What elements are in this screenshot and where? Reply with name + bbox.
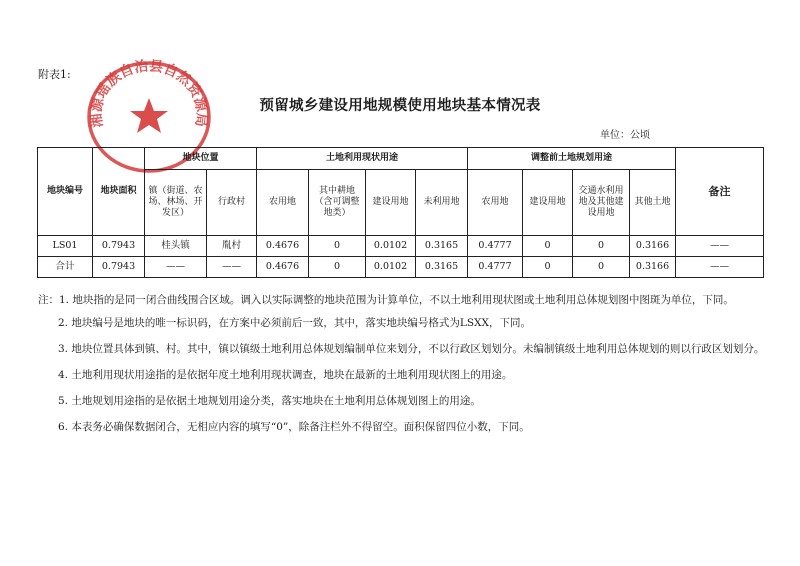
cell-remarks: ——: [676, 236, 764, 257]
cell-town: 桂头镇: [145, 236, 207, 257]
note-2: 2. 地块编号是地块的唯一标识码，在方案中必须前后一致，其中，落实地块编号格式为LSXX，下同。: [58, 317, 531, 329]
page-title: 预留城乡建设用地规模使用地块基本情况表: [259, 97, 541, 114]
table-row: [38, 236, 764, 257]
cell-planned-farmland: 0.4777: [468, 236, 523, 257]
header-current-construction: 建设用地: [366, 170, 416, 236]
cell-planned-farmland: 0.4777: [468, 257, 523, 278]
cell-planned-infra: 0: [573, 257, 630, 278]
cell-current-unused: 0.3165: [416, 257, 468, 278]
header-plot-area: 地块面积: [93, 148, 145, 236]
cell-planned-infra: 0: [573, 236, 630, 257]
cell-current-farmland: 0.4676: [257, 257, 309, 278]
cell-village: 胤村: [207, 236, 257, 257]
header-planned-infra: 交通水利用地及其他建设用地: [573, 170, 630, 236]
header-planned-farmland: 农用地: [468, 170, 523, 236]
cell-planned-construction: 0: [523, 257, 573, 278]
header-remarks: 备注: [676, 148, 764, 236]
header-current-farmland: 农用地: [257, 170, 309, 236]
note-1: 注：1. 地块指的是同一闭合曲线围合区域。调入以实际调整的地块范围为计算单位，不以土地利用现状图或土地利用总体规划图中图斑为单位，下同。: [38, 294, 734, 306]
table-total-row: [38, 257, 764, 278]
cell-remarks: ——: [676, 257, 764, 278]
header-planned-construction: 建设用地: [523, 170, 573, 236]
cell-planned-other: 0.3166: [630, 236, 676, 257]
cell-town: ——: [145, 257, 207, 278]
header-current-arable: 其中耕地（含可调整地类）: [309, 170, 366, 236]
header-location: 地块位置: [145, 148, 257, 170]
note-3: 3. 地块位置具体到镇、村。其中，镇以镇级土地利用总体规划编制单位来划分，不以行政区划划分。未编制镇级土地利用总体规划的则以行政区划划分。: [58, 343, 765, 355]
unit-label: 单位：公顷: [600, 130, 650, 141]
header-planned-other: 其他土地: [630, 170, 676, 236]
cell-area: 0.7943: [93, 257, 145, 278]
cell-current-construction: 0.0102: [366, 257, 416, 278]
cell-planned-construction: 0: [523, 236, 573, 257]
cell-current-arable: 0: [309, 236, 366, 257]
cell-current-arable: 0: [309, 257, 366, 278]
note-5: 5. 土地规划用途指的是依据土地规划用途分类，落实地块在土地利用总体规划图上的用途。: [58, 395, 481, 407]
cell-plot-id: LS01: [38, 236, 93, 257]
header-village: 行政村: [207, 170, 257, 236]
header-town: 镇（街道、农场、林场、开发区）: [145, 170, 207, 236]
seal-star-icon: [130, 98, 168, 133]
header-plot-id: 地块编号: [38, 148, 93, 236]
cell-planned-other: 0.3166: [630, 257, 676, 278]
cell-area: 0.7943: [93, 236, 145, 257]
cell-village: ——: [207, 257, 257, 278]
header-current-unused: 未利用地: [416, 170, 468, 236]
cell-plot-id: 合计: [38, 257, 93, 278]
note-6: 6. 本表务必确保数据闭合，无相应内容的填写“0”，除备注栏外不得留空。面积保留四位小数，下同。: [58, 421, 530, 433]
notes-section: [38, 293, 766, 434]
cell-current-construction: 0.0102: [366, 236, 416, 257]
cell-current-farmland: 0.4676: [257, 236, 309, 257]
attachment-label: 附表1:: [38, 68, 71, 81]
seal-text: 湘源瑶族自治县自然资源局: [88, 58, 210, 129]
plot-info-table: [37, 147, 764, 278]
note-4: 4. 土地利用现状用途指的是依据年度土地利用现状调查，地块在最新的土地利用现状图上的用途。: [58, 369, 513, 381]
cell-current-unused: 0.3165: [416, 236, 468, 257]
header-current-use: 土地利用现状用途: [257, 148, 468, 170]
header-planned-use: 调整前土地规划用途: [468, 148, 676, 170]
